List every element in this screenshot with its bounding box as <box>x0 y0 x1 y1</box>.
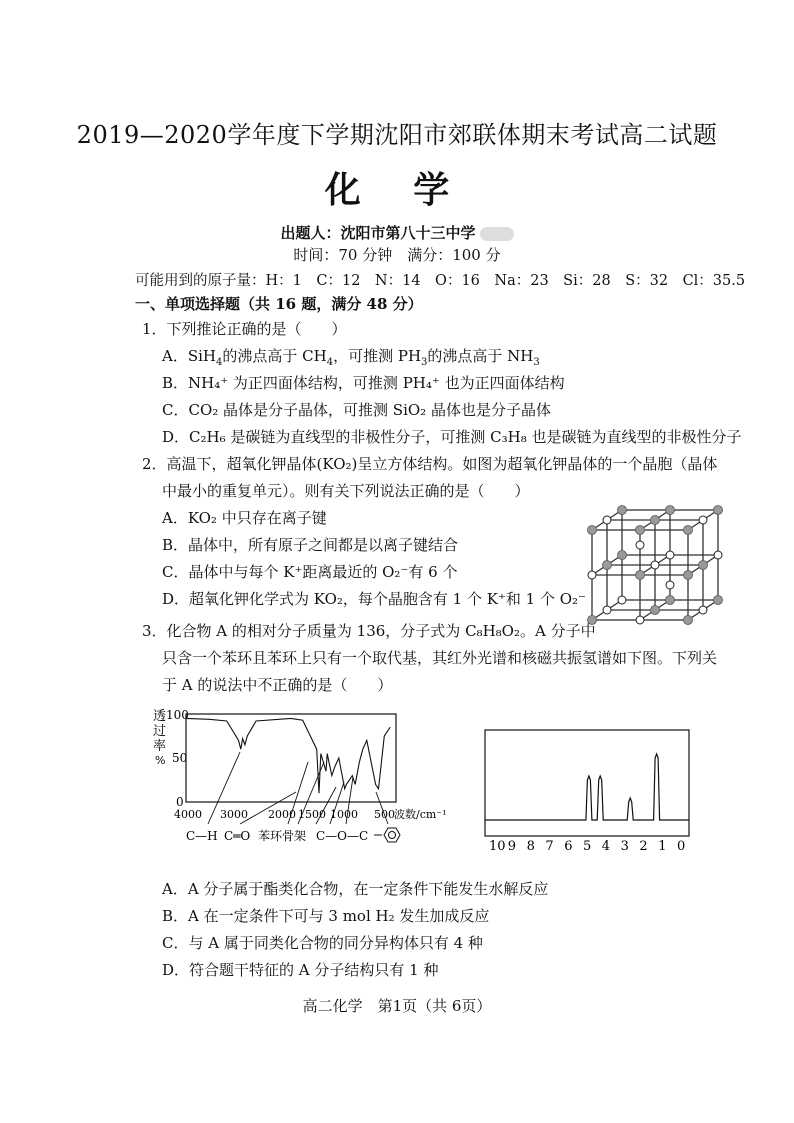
q3-stem-line1: 3．化合物 A 的相对分子质量为 136，分子式为 C₈H₈O₂。A 分子中 <box>142 622 596 640</box>
ir-bond-coc: C—O—C <box>316 829 369 843</box>
exam-title: 2019—2020学年度下学期沈阳市郊联体期末考试高二试题 <box>76 121 718 149</box>
nmr-xtick: 5 <box>583 839 592 854</box>
ir-spectrum-line <box>186 718 390 793</box>
q3-stem-line2: 只含一个苯环且苯环上只有一个取代基，其红外光谱和核磁共振氢谱如下图。下列关 <box>162 649 718 667</box>
redacted-name <box>480 227 514 241</box>
author-text: 出题人：沈阳市第八十三中学 <box>280 224 476 242</box>
q2-option-c: C．晶体中与每个 K⁺距离最近的 O₂⁻有 6 个 <box>162 563 458 581</box>
nmr-xtick: 3 <box>620 839 629 854</box>
q3-option-b: B．A 在一定条件下可与 3 mol H₂ 发生加成反应 <box>162 907 490 925</box>
atomic-masses: 可能用到的原子量：H：1 C：12 N：14 O：16 Na：23 Si：28 S：32 Cl：35.5 <box>135 273 746 289</box>
nmr-xtick: 10 <box>489 839 506 854</box>
nmr-xtick: 8 <box>526 839 535 854</box>
q2-stem-line2: 中最小的重复单元）。则有关下列说法正确的是（ ） <box>162 482 530 500</box>
ir-bond-co: C═O <box>224 829 251 843</box>
q1-option-a: A．SiH$_4$的沸点高于 $CH_4$，可推测 $PH_3$的沸点高于 $NH_3$ <box>162 347 540 368</box>
ir-xtick-2000: 2000 <box>268 808 296 821</box>
nmr-spectrum-line <box>485 754 689 820</box>
ir-xtick-4000: 4000 <box>174 808 202 821</box>
ir-spectrum-chart <box>148 702 448 852</box>
ir-xtick-1000: 1000 <box>330 808 358 821</box>
q3-option-c: C．与 A 属于同类化合物的同分异构体只有 4 种 <box>162 934 483 952</box>
ir-ylabel-1: 透 <box>153 709 167 724</box>
q2-stem-line1: 2．高温下，超氧化钾晶体(KO₂)呈立方体结构。如图为超氧化钾晶体的一个晶胞（晶体 <box>142 455 718 473</box>
ir-xtick-3000: 3000 <box>220 808 248 821</box>
author-line <box>0 222 794 243</box>
nmr-spectrum-chart <box>475 718 700 858</box>
ir-xunit: 波数/cm⁻¹ <box>394 808 447 821</box>
ir-ytick-50: 50 <box>172 751 188 765</box>
ir-xtick-500: 500 <box>374 808 395 821</box>
nmr-x-ticks <box>489 839 685 854</box>
page-footer: 高二化学 第1页（共 6页） <box>302 997 492 1015</box>
ir-ylabel-4: % <box>155 754 166 767</box>
ir-ytick-100: 100 <box>166 708 189 722</box>
ir-ylabel-3: 率 <box>153 739 167 754</box>
q3-stem-line3: 于 A 的说法中不正确的是（ ） <box>162 676 393 694</box>
ir-ytick-0: 0 <box>176 795 184 809</box>
q3-option-a: A．A 分子属于酯类化合物，在一定条件下能发生水解反应 <box>162 880 549 898</box>
nmr-xtick: 7 <box>545 839 554 854</box>
q1-option-b: B．NH₄⁺ 为正四面体结构，可推测 PH₄⁺ 也为正四面体结构 <box>162 374 565 392</box>
crystal-cell-diagram <box>580 500 730 635</box>
nmr-xtick: 0 <box>677 839 686 854</box>
q1-stem: 1．下列推论正确的是（ ） <box>142 320 347 338</box>
ir-plot-frame <box>186 714 396 802</box>
subject-title: 化 学 <box>324 169 470 211</box>
ir-bond-ch: C—H <box>186 829 218 843</box>
nmr-xtick: 9 <box>507 839 517 854</box>
nmr-xtick: 1 <box>658 839 667 854</box>
section-heading: 一、单项选择题（共 16 题，满分 48 分） <box>135 295 423 313</box>
nmr-xtick: 6 <box>564 839 573 854</box>
nmr-xtick: 2 <box>639 839 648 854</box>
q3-option-d: D．符合题干特征的 A 分子结构只有 1 种 <box>162 961 439 979</box>
q2-option-a: A．KO₂ 中只存在离子键 <box>162 509 327 527</box>
nmr-xtick: 4 <box>601 839 611 854</box>
q2-option-b: B．晶体中，所有原子之间都是以离子键结合 <box>162 536 459 554</box>
q1-option-d: D．C₂H₆ 是碳链为直线型的非极性分子，可推测 C₃H₈ 也是碳链为直线型的非极性分子 <box>162 428 742 446</box>
time-score-line: 时间：70 分钟 满分：100 分 <box>293 246 501 264</box>
benzene-ring-icon <box>374 828 400 842</box>
ir-bond-ring: 苯环骨架 <box>258 829 307 843</box>
q1-option-c: C．CO₂ 晶体是分子晶体，可推测 SiO₂ 晶体也是分子晶体 <box>162 401 551 419</box>
ir-xtick-1500: 1500 <box>298 808 326 821</box>
q2-option-d: D．超氧化钾化学式为 KO₂，每个晶胞含有 1 个 K⁺和 1 个 O₂⁻ <box>162 590 586 608</box>
ir-ylabel-2: 过 <box>153 724 167 739</box>
